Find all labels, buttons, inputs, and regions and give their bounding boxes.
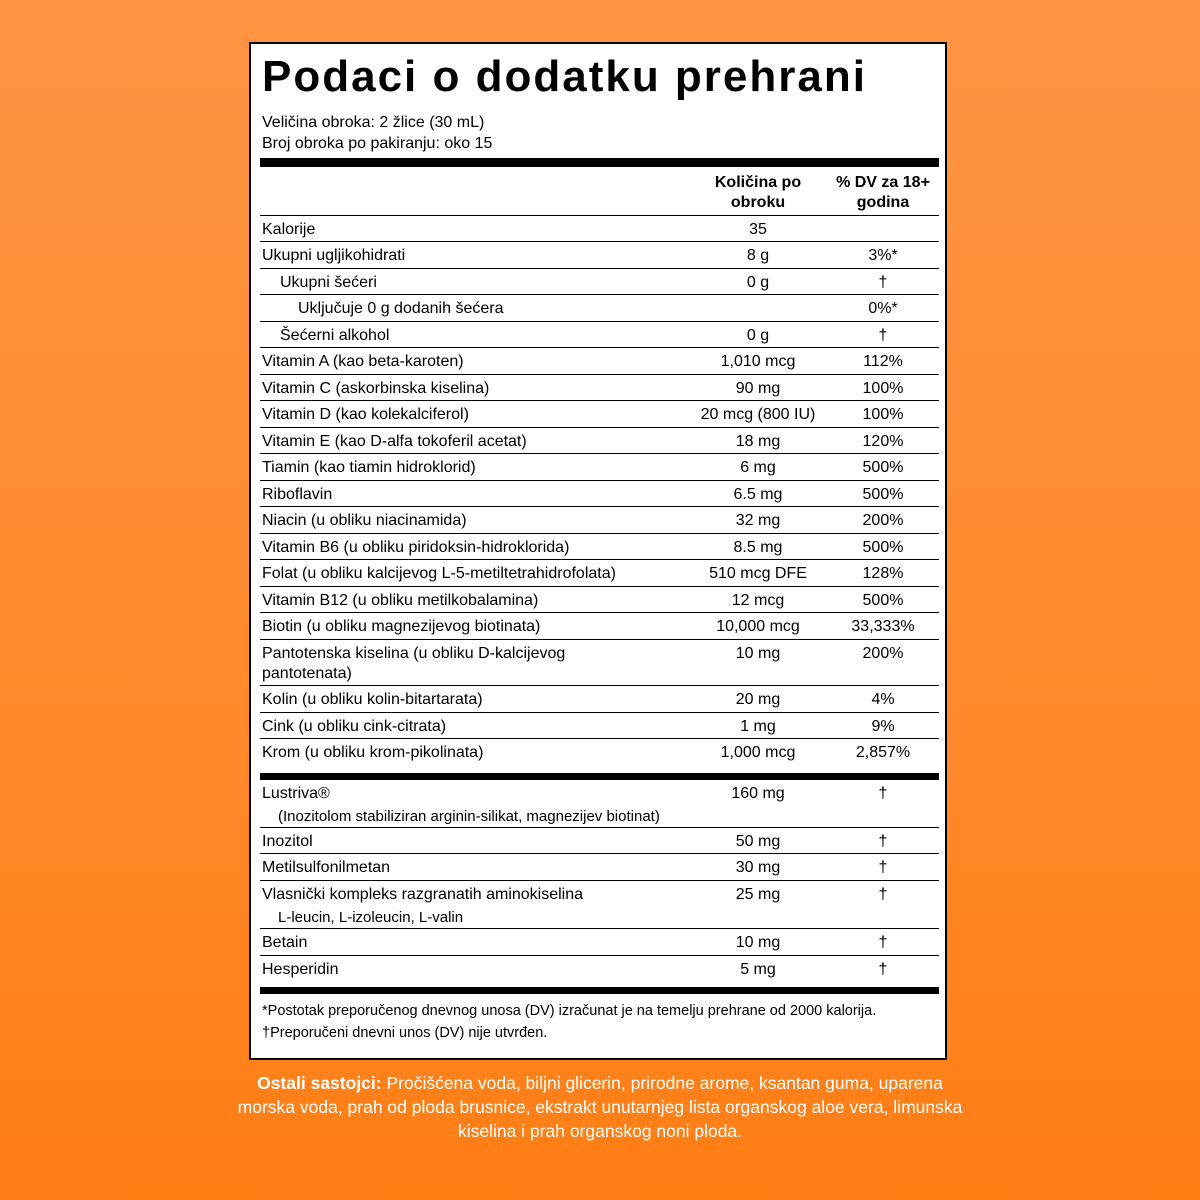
table-row (260, 348, 939, 375)
nutrient-dv: † (878, 934, 888, 951)
other-ingredients (230, 1071, 970, 1143)
table-row (260, 269, 939, 295)
footnote-dv: *Postotak preporučenog dnevnog unosa (DV) izračunat je na temelju prehrane od 2000 kalorija. (262, 1003, 877, 1019)
nutrient-table (260, 216, 939, 765)
header-dv: % DV za 18+ godina (836, 174, 930, 211)
nutrient-name: Uključuje 0 g dodanih šećera (298, 300, 504, 317)
nutrient-amount: 510 mcg DFE (709, 565, 807, 582)
nutrient-amount: 1 mg (740, 718, 776, 735)
table-row (260, 828, 939, 854)
serving-size: Veličina obroka: 2 žlice (30 mL) (262, 114, 485, 131)
nutrient-dv: 200% (862, 645, 904, 662)
table-row (260, 587, 939, 613)
other-ingredients-label: Ostali sastojci: (257, 1073, 382, 1093)
nutrient-name: Cink (u obliku cink-citrata) (262, 718, 447, 735)
nutrient-name: Niacin (u obliku niacinamida) (262, 512, 467, 529)
nutrient-name: Vlasnički kompleks razgranatih aminokiselina (262, 886, 584, 903)
nutrient-amount: 25 mg (735, 886, 781, 903)
nutrient-amount: 50 mg (735, 833, 781, 850)
nutrient-name: Hesperidin (262, 961, 339, 978)
nutrient-name: Kalorije (262, 221, 316, 238)
nutrient-amount: 8 g (746, 247, 770, 264)
nutrient-amount: 6.5 mg (733, 486, 783, 503)
nutrient-name: Riboflavin (262, 486, 333, 503)
nutrient-amount: 20 mcg (800 IU) (700, 406, 816, 423)
table-row (260, 881, 939, 929)
nutrient-name: Ukupni ugljikohidrati (262, 247, 406, 264)
nutrient-amount: 20 mg (735, 691, 781, 708)
table-row (260, 640, 939, 686)
nutrient-dv: 4% (871, 691, 895, 708)
table-row (260, 560, 939, 587)
thick-divider-top (260, 158, 939, 167)
table-row (260, 322, 939, 348)
nutrient-name: Metilsulfonilmetan (262, 859, 391, 876)
nutrient-dv: † (878, 274, 888, 291)
table-row (260, 454, 939, 481)
nutrient-dv: † (878, 886, 888, 903)
nutrient-amount: 0 g (746, 327, 770, 344)
nutrient-amount: 8.5 mg (733, 539, 783, 556)
thick-divider-bottom (260, 987, 939, 994)
nutrient-dv: 128% (862, 565, 904, 582)
nutrient-dv: † (878, 859, 888, 876)
header-amount: Količina po obroku (714, 174, 802, 211)
table-row (260, 956, 939, 983)
nutrient-amount: 10 mg (735, 934, 781, 951)
serving-info (262, 112, 492, 154)
table-row (260, 713, 939, 739)
nutrient-name: Inozitol (262, 833, 313, 850)
table-row (260, 507, 939, 534)
table-row (260, 613, 939, 640)
table-row (260, 686, 939, 713)
nutrient-dv: 200% (862, 512, 904, 529)
nutrient-amount: 1,000 mcg (720, 744, 796, 761)
nutrient-dv: 500% (862, 459, 904, 476)
nutrient-name: Vitamin A (kao beta-karoten) (262, 353, 464, 370)
nutrient-name: Lustriva® (262, 785, 330, 802)
nutrient-dv: 0%* (868, 300, 898, 317)
nutrient-amount: 35 (749, 221, 767, 238)
nutrient-name: Biotin (u obliku magnezijevog biotinata) (262, 618, 541, 635)
nutrient-amount: 6 mg (740, 459, 776, 476)
nutrient-amount: 90 mg (735, 380, 781, 397)
table-row (260, 428, 939, 454)
table-row (260, 780, 939, 828)
table-row (260, 739, 939, 765)
nutrient-amount: 10,000 mcg (716, 618, 800, 635)
footnotes (262, 1000, 876, 1044)
nutrient-dv: 100% (862, 406, 904, 423)
nutrient-amount: 30 mg (735, 859, 781, 876)
blend-table (260, 780, 939, 983)
nutrient-detail: L-leucin, L-izoleucin, L-valin (278, 909, 464, 926)
nutrient-dv: 500% (862, 592, 904, 609)
nutrient-amount: 32 mg (735, 512, 781, 529)
nutrient-dv: 33,333% (851, 618, 915, 635)
supplement-facts-panel (249, 42, 947, 1060)
nutrient-dv: 9% (871, 718, 895, 735)
nutrient-name: Vitamin B12 (u obliku metilkobalamina) (262, 592, 539, 609)
nutrient-amount: 18 mg (735, 433, 781, 450)
table-row (260, 854, 939, 881)
nutrient-name: Vitamin C (askorbinska kiselina) (262, 380, 490, 397)
nutrient-name: Folat (u obliku kalcijevog L-5-metiltetrahidrofolata) (262, 565, 616, 582)
nutrient-amount: 12 mcg (731, 592, 785, 609)
nutrient-detail: (Inozitolom stabiliziran arginin-silikat, magnezijev biotinat) (278, 808, 660, 825)
panel-title: Podaci o dodatku prehrani (262, 52, 867, 101)
table-row (260, 295, 939, 322)
nutrient-name: Vitamin D (kao kolekalciferol) (262, 406, 469, 423)
nutrient-name: Kolin (u obliku kolin-bitartarata) (262, 691, 483, 708)
other-ingredients-text: Pročišćena voda, biljni glicerin, prirodne arome, ksantan guma, uparena morska voda, prah od ploda brusnice, ekstrakt unutarnjeg lista organskog aloe vera, limunska kiselina i prah organskog noni ploda. (237, 1073, 963, 1141)
nutrient-amount: 160 mg (731, 785, 785, 802)
thick-divider-middle (260, 773, 939, 780)
nutrient-dv: † (878, 961, 888, 978)
nutrient-amount: 1,010 mcg (720, 353, 796, 370)
nutrient-amount: 0 g (746, 274, 770, 291)
nutrient-name: Pantotenska kiselina (u obliku D-kalcijevog pantotenata) (262, 645, 566, 682)
table-row (260, 216, 939, 242)
nutrient-dv: 500% (862, 539, 904, 556)
nutrient-name: Šećerni alkohol (280, 327, 390, 344)
nutrient-dv: 3%* (868, 247, 898, 264)
nutrient-dv: 500% (862, 486, 904, 503)
table-row (260, 375, 939, 401)
nutrient-dv: 120% (862, 433, 904, 450)
nutrient-name: Vitamin B6 (u obliku piridoksin-hidroklorida) (262, 539, 570, 556)
nutrient-name: Vitamin E (kao D-alfa tokoferil acetat) (262, 433, 527, 450)
nutrient-name: Ukupni šećeri (280, 274, 377, 291)
nutrient-dv: † (878, 327, 888, 344)
table-row (260, 929, 939, 956)
nutrient-name: Krom (u obliku krom-pikolinata) (262, 744, 484, 761)
nutrient-name: Tiamin (kao tiamin hidroklorid) (262, 459, 476, 476)
table-row (260, 534, 939, 560)
nutrient-dv: 2,857% (855, 744, 911, 761)
nutrient-amount: 10 mg (735, 645, 781, 662)
footnote-not-established: †Preporučeni dnevni unos (DV) nije utvrđen. (262, 1025, 548, 1041)
table-row (260, 401, 939, 428)
servings-per-container: Broj obroka po pakiranju: oko 15 (262, 135, 493, 152)
nutrient-amount: 5 mg (740, 961, 776, 978)
table-row (260, 481, 939, 507)
table-row (260, 242, 939, 269)
nutrient-name: Betain (262, 934, 308, 951)
nutrient-dv: 100% (862, 380, 904, 397)
nutrient-dv: 112% (863, 353, 903, 370)
nutrient-dv: † (878, 785, 888, 802)
table-header (260, 171, 939, 215)
nutrient-dv: † (878, 833, 888, 850)
